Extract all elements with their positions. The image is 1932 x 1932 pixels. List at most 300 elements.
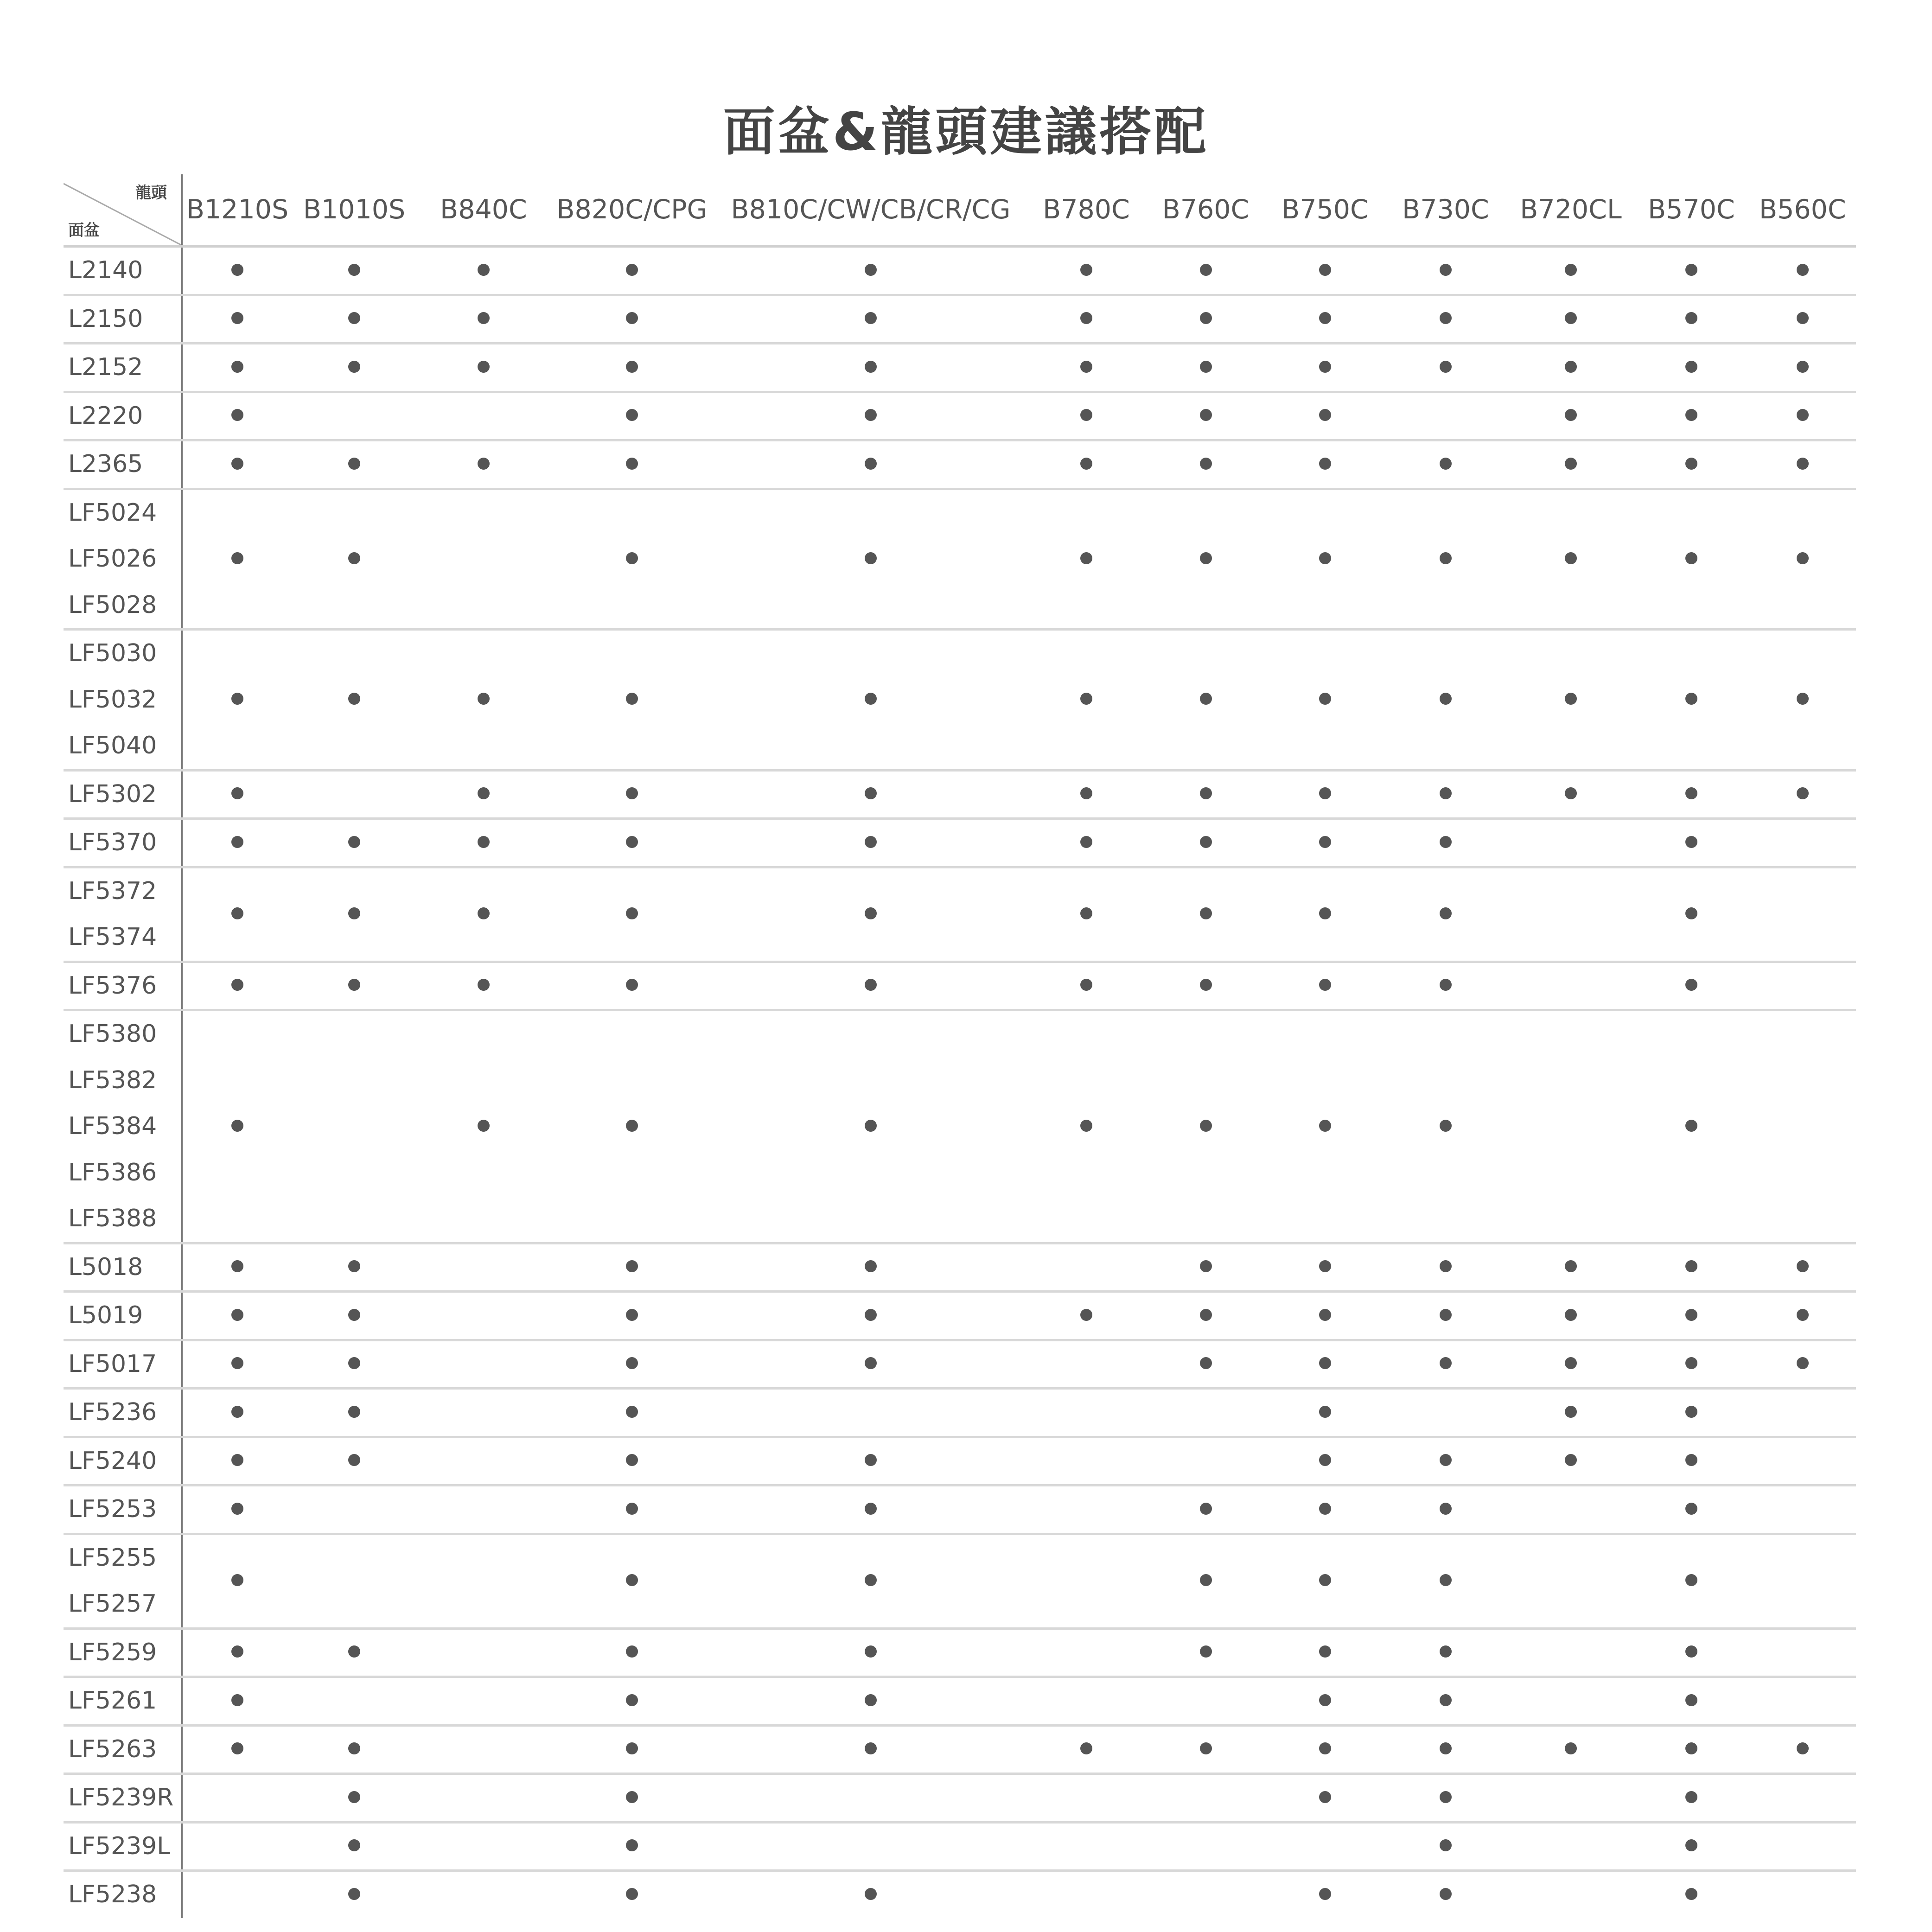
match-dot [348,1260,360,1272]
match-cell [551,1822,713,1871]
match-dot [1685,787,1697,799]
match-dot [1080,1742,1092,1754]
match-dot [1319,1357,1331,1369]
match-cell [1383,867,1508,962]
match-cell [1267,1010,1383,1243]
match-cell [1028,1010,1144,1243]
match-dot [1797,552,1809,564]
table-row [64,1774,1856,1823]
match-cell [416,1389,551,1437]
match-cell [416,1486,551,1534]
basin-model: LF5261 [68,1687,157,1715]
match-cell [1749,819,1856,867]
match-dot [1200,1357,1212,1369]
match-dot [1440,1694,1452,1706]
match-dot [1200,361,1212,373]
match-cell [292,440,416,489]
match-cell [551,1010,713,1243]
match-cell [416,344,551,392]
match-cell [1383,819,1508,867]
match-cell [551,246,713,295]
match-cell [1383,440,1508,489]
corner-basin-label: 面盆 [68,221,100,240]
match-cell [551,1437,713,1486]
match-dot [1080,836,1092,848]
match-dot [1200,693,1212,705]
header-row [64,174,1856,246]
match-dot [626,458,638,470]
match-cell [1028,1677,1144,1726]
match-dot [626,1791,638,1803]
match-dot [478,979,490,991]
basin-model: LF5255 [68,1543,157,1572]
match-dot [1080,264,1092,276]
match-cell [1508,1871,1633,1918]
match-dot [865,787,877,799]
match-cell [1749,246,1856,295]
basin-model: LF5030 [68,639,157,667]
match-cell [1633,1389,1749,1437]
match-cell [1749,1243,1856,1292]
match-dot [865,1309,877,1321]
basin-model: LF5380 [68,1020,157,1048]
match-cell [1508,344,1633,392]
match-cell [551,344,713,392]
match-dot [626,1260,638,1272]
match-dot [1440,1309,1452,1321]
match-dot [1440,1574,1452,1586]
match-dot [231,552,243,564]
match-dot [865,312,877,324]
match-cell [1633,295,1749,344]
match-dot [1685,1357,1697,1369]
match-cell [1383,1243,1508,1292]
match-dot [1440,1888,1452,1900]
match-dot [1685,1503,1697,1515]
match-cell [1749,295,1856,344]
match-cell [182,1389,292,1437]
match-cell [292,1677,416,1726]
match-dot [626,312,638,324]
match-cell [1267,630,1383,771]
match-cell [1144,246,1267,295]
basin-model: LF5257 [68,1590,157,1618]
match-dot [865,1260,877,1272]
match-cell [1749,344,1856,392]
match-dot [1440,312,1452,324]
match-dot [348,907,360,919]
match-dot [1319,979,1331,991]
match-cell [292,1534,416,1628]
match-cell [1508,962,1633,1010]
match-cell [1749,1389,1856,1437]
basin-model: LF5376 [68,971,157,1000]
match-cell [292,1725,416,1774]
match-dot [478,458,490,470]
match-dot [1685,1120,1697,1132]
match-cell [1144,1010,1267,1243]
match-dot [1797,787,1809,799]
table-row [64,489,1856,630]
table-row [64,344,1856,392]
match-cell [1267,770,1383,819]
match-dot [626,907,638,919]
match-dot [1565,458,1577,470]
basin-model: L2152 [68,353,143,381]
match-dot [1685,1454,1697,1466]
match-cell [1383,1389,1508,1437]
match-dot [1440,836,1452,848]
match-cell [182,630,292,771]
match-dot [1565,1357,1577,1369]
match-cell [416,1534,551,1628]
match-cell [1383,489,1508,630]
match-cell [1749,1774,1856,1823]
match-cell [1383,1822,1508,1871]
match-cell [1144,1292,1267,1340]
basin-model: LF5032 [68,685,157,714]
match-dot [1080,787,1092,799]
match-cell [713,1725,1028,1774]
match-dot [1797,1260,1809,1272]
match-dot [348,1406,360,1418]
match-dot [1080,979,1092,991]
match-cell [1383,1292,1508,1340]
match-dot [1080,361,1092,373]
match-dot [865,409,877,421]
basin-model: LF5259 [68,1638,157,1666]
match-cell [416,1340,551,1389]
match-cell [1144,1243,1267,1292]
match-cell [416,1628,551,1677]
match-dot [626,787,638,799]
match-dot [1319,1406,1331,1418]
basin-model: L2220 [68,402,143,430]
table-row [64,1292,1856,1340]
match-dot [1200,312,1212,324]
match-dot [865,1645,877,1658]
match-dot [1685,1406,1697,1418]
match-dot [348,458,360,470]
basin-model: LF5040 [68,732,157,759]
match-dot [1685,312,1697,324]
match-dot [1440,264,1452,276]
match-cell [1028,1243,1144,1292]
match-cell [292,962,416,1010]
match-dot [1565,264,1577,276]
match-cell [1267,1486,1383,1534]
match-dot [1440,1357,1452,1369]
table-row [64,1340,1856,1389]
match-cell [1508,770,1633,819]
match-cell [182,1534,292,1628]
basin-cell [64,1486,182,1534]
match-cell [551,1243,713,1292]
match-dot [1797,264,1809,276]
faucet-header: B1210S [182,174,292,246]
table-row [64,1437,1856,1486]
basin-model: LF5263 [68,1735,157,1763]
match-cell [551,630,713,771]
match-cell [1267,489,1383,630]
match-dot [231,787,243,799]
match-cell [1267,1389,1383,1437]
match-cell [1267,1534,1383,1628]
match-dot [1797,1309,1809,1321]
match-dot [626,1574,638,1586]
basin-cell [64,1628,182,1677]
basin-model: LF5374 [68,923,157,951]
match-dot [348,693,360,705]
match-dot [1440,1645,1452,1658]
match-cell [1508,1725,1633,1774]
match-cell [292,246,416,295]
match-dot [1319,907,1331,919]
match-dot [348,552,360,564]
match-cell [1144,819,1267,867]
match-dot [1797,1742,1809,1754]
match-cell [1508,630,1633,771]
match-cell [292,1010,416,1243]
match-dot [1319,1791,1331,1803]
match-dot [865,836,877,848]
match-dot [1200,1742,1212,1754]
match-dot [1319,1503,1331,1515]
match-dot [865,1574,877,1586]
match-cell [1633,1725,1749,1774]
match-cell [182,867,292,962]
table-body [64,246,1856,1918]
basin-model: LF5386 [68,1158,157,1186]
match-dot [231,264,243,276]
match-dot [1565,552,1577,564]
match-cell [182,1725,292,1774]
match-dot [626,1742,638,1754]
match-cell [292,1292,416,1340]
match-cell [416,1292,551,1340]
match-dot [348,1309,360,1321]
match-dot [1685,1260,1697,1272]
match-cell [1267,392,1383,440]
basin-model: LF5370 [68,829,157,856]
match-dot [865,1742,877,1754]
match-cell [1028,962,1144,1010]
faucet-header: B820C/CPG [551,174,713,246]
match-cell [292,630,416,771]
match-cell [1508,1010,1633,1243]
table-row [64,1486,1856,1534]
match-cell [551,962,713,1010]
match-dot [231,836,243,848]
match-dot [348,1839,360,1851]
match-dot [626,264,638,276]
match-cell [551,440,713,489]
match-dot [865,458,877,470]
match-dot [1685,552,1697,564]
match-dot [231,1742,243,1754]
match-dot [1565,1309,1577,1321]
match-cell [182,1628,292,1677]
match-dot [1685,361,1697,373]
match-cell [1508,392,1633,440]
match-cell [292,1871,416,1918]
match-dot [1200,979,1212,991]
match-dot [1200,787,1212,799]
match-cell [292,392,416,440]
match-cell [1508,1340,1633,1389]
match-cell [1028,1437,1144,1486]
match-dot [478,907,490,919]
match-dot [1685,693,1697,705]
basin-cell [64,1010,182,1243]
match-cell [292,819,416,867]
match-cell [1144,867,1267,962]
match-dot [1319,1309,1331,1321]
match-dot [626,552,638,564]
match-cell [1749,392,1856,440]
match-cell [713,1871,1028,1918]
match-cell [1144,1534,1267,1628]
match-dot [1440,979,1452,991]
match-cell [713,770,1028,819]
match-cell [1383,246,1508,295]
match-cell [416,1774,551,1823]
match-cell [416,630,551,771]
match-dot [865,979,877,991]
match-dot [1200,409,1212,421]
table-row [64,1010,1856,1243]
match-cell [1144,1340,1267,1389]
match-dot [348,1645,360,1658]
match-cell [1633,867,1749,962]
match-cell [292,1822,416,1871]
match-cell [416,962,551,1010]
match-cell [1267,1774,1383,1823]
match-cell [1749,630,1856,771]
faucet-header: B730C [1383,174,1508,246]
basin-model: L5019 [68,1301,143,1329]
faucet-header: B720CL [1508,174,1633,246]
match-cell [1508,1628,1633,1677]
match-cell [1267,440,1383,489]
match-cell [182,1243,292,1292]
match-cell [1749,770,1856,819]
faucet-header: B750C [1267,174,1383,246]
match-dot [1319,836,1331,848]
match-cell [713,819,1028,867]
match-cell [1749,1822,1856,1871]
corner-faucet-label: 龍頭 [135,184,167,202]
match-dot [626,1645,638,1658]
match-cell [1508,819,1633,867]
match-dot [626,1357,638,1369]
match-cell [1028,344,1144,392]
table-row [64,819,1856,867]
match-cell [182,489,292,630]
match-dot [1080,907,1092,919]
match-cell [416,1871,551,1918]
basin-cell [64,1340,182,1389]
match-dot [865,693,877,705]
match-dot [1440,458,1452,470]
basin-cell [64,1677,182,1726]
match-dot [1440,1503,1452,1515]
match-cell [1144,1725,1267,1774]
match-cell [551,770,713,819]
match-dot [1565,312,1577,324]
match-cell [292,1774,416,1823]
match-dot [1440,1260,1452,1272]
match-cell [292,1628,416,1677]
match-dot [1319,312,1331,324]
match-cell [1749,1010,1856,1243]
basin-cell [64,819,182,867]
match-dot [1565,1406,1577,1418]
basin-cell [64,1774,182,1823]
match-dot [1319,1454,1331,1466]
match-dot [1797,409,1809,421]
match-cell [1267,1340,1383,1389]
table-row [64,246,1856,295]
match-dot [1565,1454,1577,1466]
match-dot [1565,693,1577,705]
match-cell [1633,1010,1749,1243]
match-cell [1749,1677,1856,1726]
match-cell [1028,1486,1144,1534]
match-cell [1144,1437,1267,1486]
match-dot [1685,264,1697,276]
faucet-header: B760C [1144,174,1267,246]
match-cell [1267,295,1383,344]
match-cell [1144,962,1267,1010]
match-cell [1267,1437,1383,1486]
match-cell [1028,867,1144,962]
match-cell [1749,1871,1856,1918]
match-dot [1440,361,1452,373]
compatibility-table [64,174,1856,1918]
match-cell [1508,1486,1633,1534]
match-dot [865,1888,877,1900]
match-cell [1749,1534,1856,1628]
match-cell [551,1486,713,1534]
match-dot [865,1694,877,1706]
faucet-header: B840C [416,174,551,246]
match-dot [231,361,243,373]
basin-model: LF5253 [68,1495,157,1523]
match-cell [1633,1243,1749,1292]
match-cell [1383,1725,1508,1774]
match-cell [551,1292,713,1340]
match-dot [1200,907,1212,919]
match-cell [1383,630,1508,771]
match-cell [182,1774,292,1823]
match-cell [1508,1243,1633,1292]
match-cell [416,1725,551,1774]
match-cell [1633,489,1749,630]
match-cell [1383,770,1508,819]
basin-cell [64,295,182,344]
match-dot [1440,787,1452,799]
match-dot [231,1406,243,1418]
match-cell [1749,1628,1856,1677]
match-dot [1565,361,1577,373]
basin-cell [64,1243,182,1292]
basin-model: LF5239R [68,1784,174,1811]
match-cell [1028,1340,1144,1389]
match-cell [1144,344,1267,392]
match-cell [182,440,292,489]
match-cell [182,1677,292,1726]
